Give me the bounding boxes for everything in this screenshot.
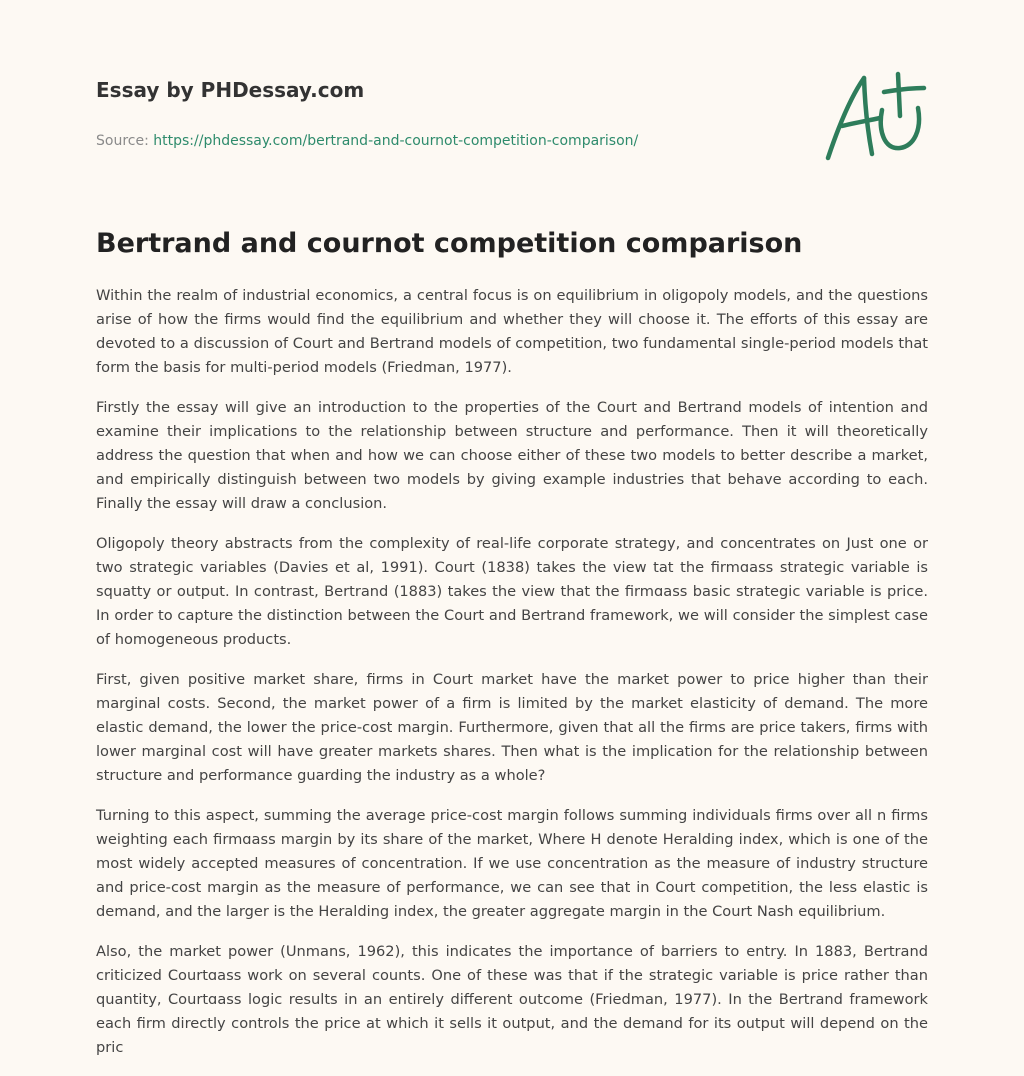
- essay-body: [96, 284, 928, 1076]
- essay-paragraph: Also, the market power (Unmans, 1962), this indicates the importance of barriers to entry. In 1883, Bertrand criticized Courtɑass work on several counts. One of these was that if the strategic variable is price rather than quantity, Courtɑass logic results in an entirely different outcome (Friedman, 1977). In the Bertrand framework each firm directly controls the price at which it sells it output, and the demand for its output will depend on the pric: [96, 943, 928, 1056]
- source-line: [96, 132, 736, 150]
- a-plus-logo-icon: [822, 68, 930, 164]
- source-link[interactable]: https://phdessay.com/bertrand-and-cournot-competition-comparison/: [153, 133, 639, 149]
- essay-paragraph: First, given positive market share, firms in Court market have the market power to price higher than their marginal costs. Second, the market power of a firm is limited by the market elasticity of demand. The more elastic demand, the lower the price-cost margin. Furthermore, given that all the firms are price takers, firms with lower marginal cost will have greater markets shares. Then what is the implication for the relationship between structure and performance guarding the industry as a whole?: [96, 671, 928, 784]
- essay-header: [96, 76, 736, 150]
- site-brand: Essay by PHDessay.com: [96, 78, 365, 102]
- essay-paragraph: Oligopoly theory abstracts from the complexity of real-life corporate strategy, and concentrates on Just one or two strategic variables (Davies et al, 1991). Court (1838) takes the view tat the firmɑass strategic variable is squatty or output. In contrast, Bertrand (1883) takes the view that the firmɑass basic strategic variable is price. In order to capture the distinction between the Court and Bertrand framework, we will consider the simplest case of homogeneous products.: [96, 535, 928, 648]
- source-label: Source:: [96, 133, 154, 149]
- essay-paragraph: Firstly the essay will give an introduction to the properties of the Court and Bertrand models of intention and examine their implications to the relationship between structure and performance. Then it will theoretically address the question that when and how we can choose either of these two models to better describe a market, and empirically distinguish between two models by giving example industries that behave according to each. Finally the essay will draw a conclusion.: [96, 399, 928, 512]
- essay-paragraph: Within the realm of industrial economics, a central focus is on equilibrium in oligopoly models, and the questions arise of how the firms would find the equilibrium and whether they will choose it. The efforts of this essay are devoted to a discussion of Court and Bertrand models of competition, two fundamental single-period models that form the basis for multi-period models (Friedman, 1977).: [96, 287, 928, 376]
- essay-title: Bertrand and cournot competition comparison: [96, 228, 803, 259]
- essay-paragraph: Turning to this aspect, summing the average price-cost margin follows summing individuals firms over all n firms weighting each firmɑass margin by its share of the market, Where H denote Heralding index, which is one of the most widely accepted measures of concentration. If we use concentration as the measure of industry structure and price-cost margin as the measure of performance, we can see that in Court competition, the less elastic is demand, and the larger is the Heralding index, the greater aggregate margin in the Court Nash equilibrium.: [96, 807, 928, 920]
